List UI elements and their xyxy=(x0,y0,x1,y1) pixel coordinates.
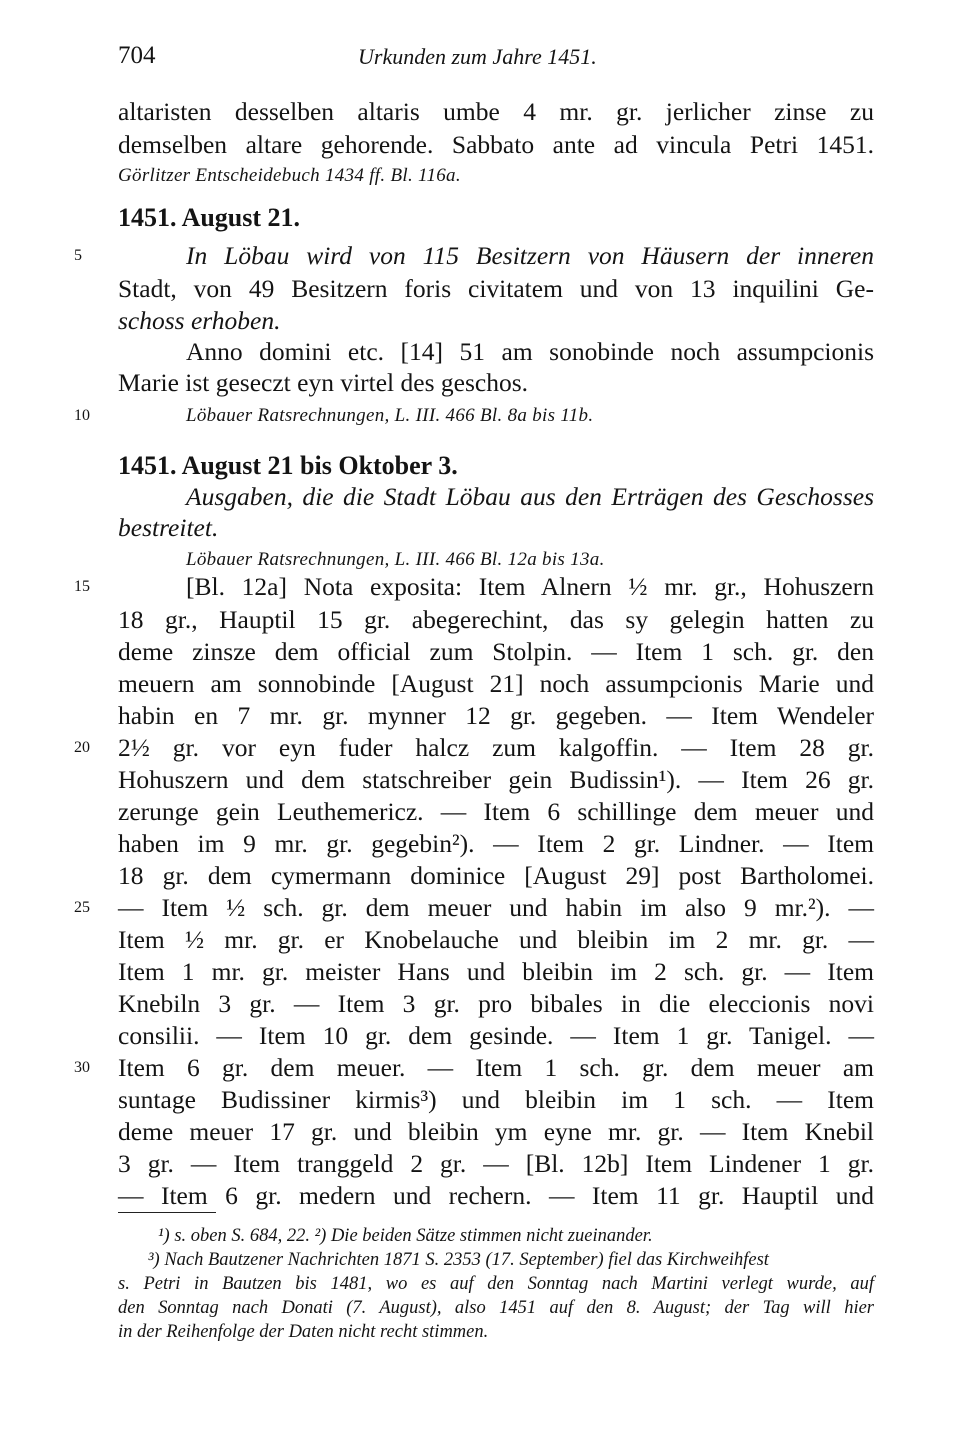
text-line: Item 6 gr. dem meuer. — Item 1 sch. gr. dem meuer am xyxy=(118,1053,874,1082)
margin-line-number: 30 xyxy=(74,1059,90,1076)
text-line: 18 gr., Hauptil 15 gr. abegerechint, das sy gelegin hatten zu xyxy=(118,605,874,634)
source-reference: Görlitzer Entscheidebuch 1434 ff. Bl. 116a. xyxy=(118,165,461,186)
running-head: Urkunden zum Jahre 1451. xyxy=(358,44,597,69)
entry-date-heading: 1451. August 21 bis Oktober 3. xyxy=(118,451,458,480)
entry-date-heading: 1451. August 21. xyxy=(118,203,301,232)
text-line: suntage Budissiner kirmis³) und bleibin im 1 sch. — Item xyxy=(118,1085,874,1114)
footnote: ¹) s. oben S. 684, 22. ²) Die beiden Sätze stimmen nicht zueinander. xyxy=(158,1226,653,1246)
text-line: deme zinsze dem official zum Stolpin. — Item 1 sch. gr. den xyxy=(118,637,874,666)
text-line: altaristen desselben altaris umbe 4 mr. gr. jerlicher zinse zu xyxy=(118,97,874,126)
footnote: den Sonntag nach Donati (7. August), also 1451 auf den 8. August; der Tag will hier xyxy=(118,1298,874,1318)
text-line: 3 gr. — Item tranggeld 2 gr. — [Bl. 12b] Item Lindener 1 gr. xyxy=(118,1149,874,1178)
text-line: Hohuszern und dem statschreiber gein Budissin¹). — Item 26 gr. xyxy=(118,765,874,794)
regest-line: Stadt, von 49 Besitzern foris civitatem und von 13 inquilini Ge- xyxy=(118,274,874,303)
margin-line-number: 5 xyxy=(74,247,82,264)
text-line: demselben altare gehorende. Sabbato ante ad vincula Petri 1451. xyxy=(118,130,874,159)
text-line: deme meuer 17 gr. und bleibin ym eyne mr. gr. — Item Knebil xyxy=(118,1117,874,1146)
text-line: Item ½ mr. gr. er Knobelauche und bleibin im 2 mr. gr. — xyxy=(118,925,874,954)
margin-line-number: 20 xyxy=(74,739,90,756)
text-line: [Bl. 12a] Nota exposita: Item Alnern ½ mr. gr., Hohuszern xyxy=(186,572,874,601)
source-reference: Löbauer Ratsrechnungen, L. III. 466 Bl. 8a bis 11b. xyxy=(186,405,594,426)
text-line: meuern am sonnobinde [August 21] noch assumpcionis Marie und xyxy=(118,669,874,698)
text-line: Marie ist geseczt eyn virtel des geschos. xyxy=(118,368,528,397)
source-reference: Löbauer Ratsrechnungen, L. III. 466 Bl. 12a bis 13a. xyxy=(186,549,605,570)
text-line: Knebiln 3 gr. — Item 3 gr. pro bibales in die eleccionis novi xyxy=(118,989,874,1018)
page-number: 704 xyxy=(118,42,156,69)
regest-line: Ausgaben, die die Stadt Löbau aus den Erträgen des Geschosses xyxy=(186,482,874,511)
margin-line-number: 15 xyxy=(74,578,90,595)
text-line: consilii. — Item 10 gr. dem gesinde. — Item 1 gr. Tanigel. — xyxy=(118,1021,874,1050)
margin-line-number: 10 xyxy=(74,407,90,424)
footnote: in der Reihenfolge der Daten nicht recht stimmen. xyxy=(118,1322,489,1342)
text-line: haben im 9 mr. gr. gegebin²). — Item 2 gr. Lindner. — Item xyxy=(118,829,874,858)
footnote: ³) Nach Bautzener Nachrichten 1871 S. 2353 (17. September) fiel das Kirchweihfest xyxy=(148,1250,769,1270)
footnote: s. Petri in Bautzen bis 1481, wo es auf den Sonntag nach Martini verlegt wurde, auf xyxy=(118,1274,874,1294)
text-line: — Item 6 gr. medern und rechern. — Item 11 gr. Hauptil und xyxy=(118,1181,874,1210)
text-line: 2½ gr. vor eyn fuder halcz zum kalgoffin. — Item 28 gr. xyxy=(118,733,874,762)
text-line: habin en 7 mr. gr. mynner 12 gr. gegeben. — Item Wendeler xyxy=(118,701,874,730)
regest-line: In Löbau wird von 115 Besitzern von Häusern der inneren xyxy=(186,241,874,270)
text-line: — Item ½ sch. gr. dem meuer und habin im also 9 mr.²). — xyxy=(118,893,874,922)
page-header xyxy=(0,42,960,82)
text-line: Anno domini etc. [14] 51 am sonobinde noch assumpcionis xyxy=(186,337,874,366)
margin-line-number: 25 xyxy=(74,899,90,916)
regest-line: bestreitet. xyxy=(118,513,219,542)
regest-line: schoss erhoben. xyxy=(118,306,281,335)
text-line: zerunge gein Leuthemericz. — Item 6 schillinge dem meuer und xyxy=(118,797,874,826)
footnote-rule xyxy=(118,1212,216,1213)
text-line: 18 gr. dem cymermann dominice [August 29] post Bartholomei. xyxy=(118,861,874,890)
text-line: Item 1 mr. gr. meister Hans und bleibin im 2 sch. gr. — Item xyxy=(118,957,874,986)
